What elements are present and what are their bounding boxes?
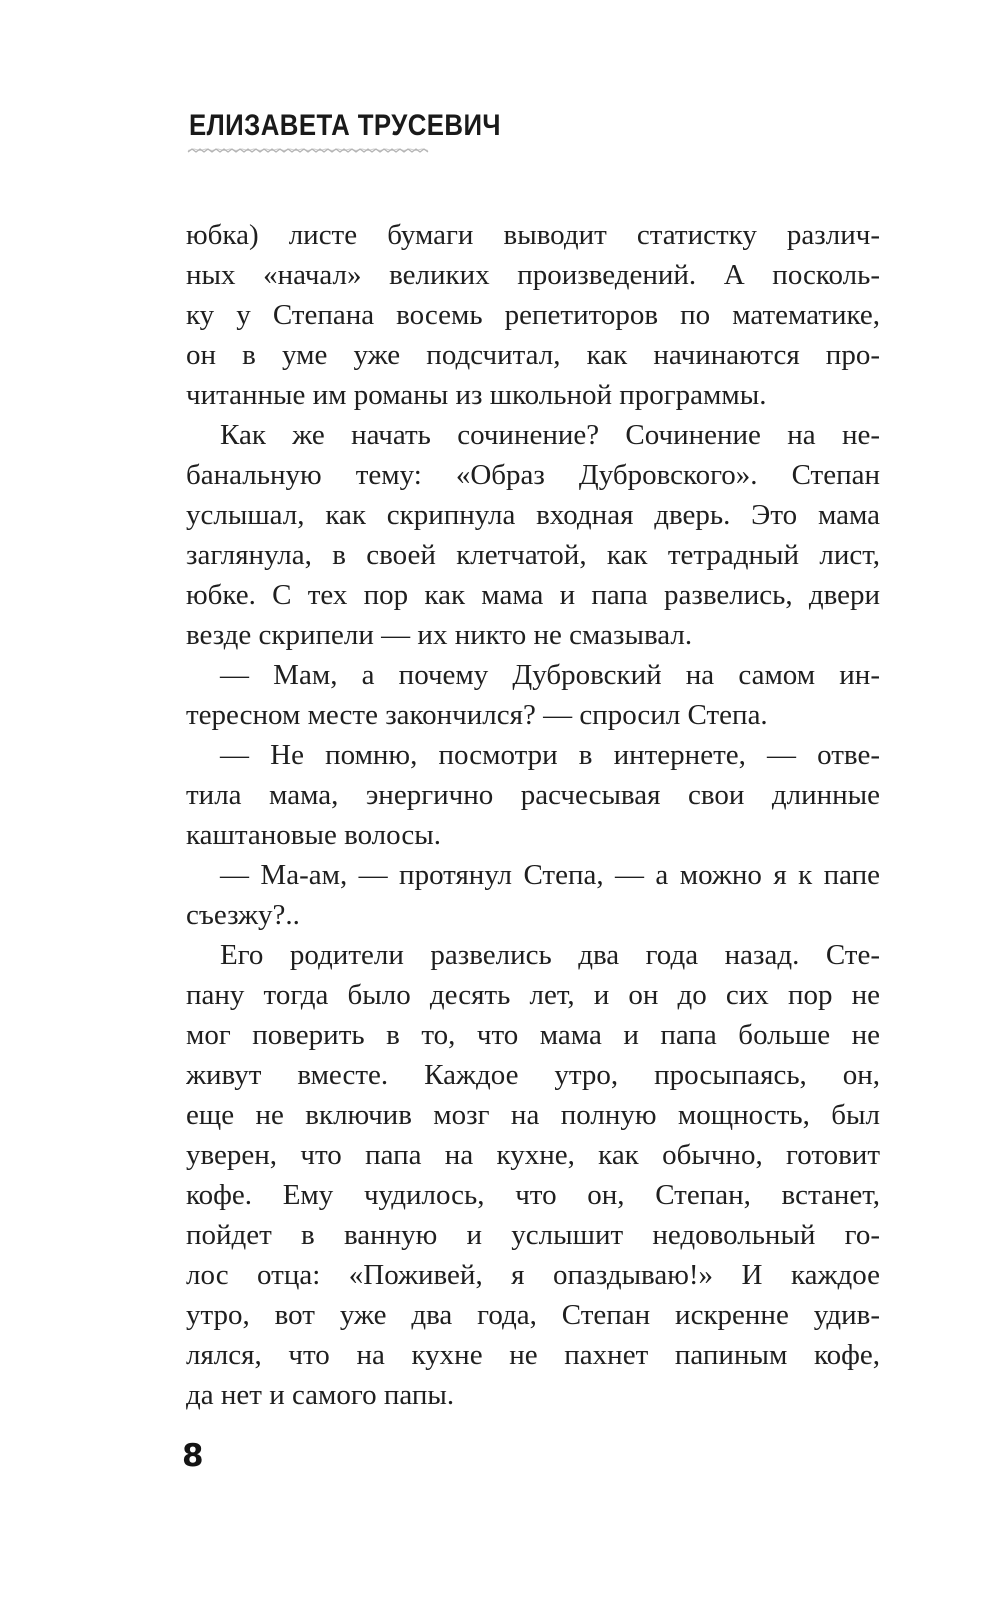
text-line: тила мама, энергично расчесывая свои длинные bbox=[186, 779, 880, 811]
text-line: банальную тему: «Образ Дубровского». Степан bbox=[186, 459, 880, 491]
text-line: живут вместе. Каждое утро, просыпаясь, он, bbox=[186, 1059, 880, 1091]
paragraph bbox=[186, 855, 880, 935]
page-number: 8 bbox=[182, 1438, 204, 1474]
text-line: пану тогда было десять лет, и он до сих пор не bbox=[186, 979, 880, 1011]
text-line: везде скрипели — их никто не смазывал. bbox=[186, 619, 693, 651]
text-line: услышал, как скрипнула входная дверь. Это мама bbox=[186, 499, 880, 531]
body-text bbox=[186, 215, 880, 1415]
text-line: — Ма-ам, — протянул Степа, — а можно я к папе bbox=[220, 859, 880, 891]
paragraph bbox=[186, 655, 880, 735]
text-line: Его родители развелись два года назад. Сте- bbox=[220, 939, 880, 971]
text-line: тересном месте закончился? — спросил Степа. bbox=[186, 699, 768, 731]
text-line: юбке. С тех пор как мама и папа развелись, двери bbox=[186, 579, 880, 611]
paragraph bbox=[186, 215, 880, 415]
text-line: лялся, что на кухне не пахнет папиным кофе, bbox=[186, 1339, 880, 1371]
text-line: еще не включив мозг на полную мощность, был bbox=[186, 1099, 880, 1131]
text-line: съезжу?.. bbox=[186, 899, 300, 931]
running-head-author: ЕЛИЗАВЕТА ТРУСЕВИЧ bbox=[189, 109, 501, 142]
text-line: пойдет в ванную и услышит недовольный го- bbox=[186, 1219, 880, 1251]
text-line: — Не помню, посмотри в интернете, — отве- bbox=[220, 739, 880, 771]
text-line: юбка) листе бумаги выводит статистку различ- bbox=[186, 219, 880, 251]
text-line: ку у Степана восемь репетиторов по математике, bbox=[186, 299, 880, 331]
text-line: Как же начать сочинение? Сочинение на не- bbox=[220, 419, 880, 451]
paragraph bbox=[186, 935, 880, 1415]
text-line: мог поверить в то, что мама и папа больше не bbox=[186, 1019, 880, 1051]
paragraph bbox=[186, 415, 880, 655]
text-line: кофе. Ему чудилось, что он, Степан, встанет, bbox=[186, 1179, 880, 1211]
text-line: да нет и самого папы. bbox=[186, 1379, 455, 1411]
text-line: уверен, что папа на кухне, как обычно, готовит bbox=[186, 1139, 880, 1171]
text-line: утро, вот уже два года, Степан искренне удив- bbox=[186, 1299, 880, 1331]
text-line: лос отца: «Поживей, я опаздываю!» И каждое bbox=[186, 1259, 880, 1291]
text-line: — Мам, а почему Дубровский на самом ин- bbox=[220, 659, 880, 691]
text-line: он в уме уже подсчитал, как начинаются про- bbox=[186, 339, 880, 371]
text-line: читанные им романы из школьной программы. bbox=[186, 379, 767, 411]
text-line: ных «начал» великих произведений. А посколь- bbox=[186, 259, 880, 291]
decorative-divider-squiggle bbox=[187, 146, 431, 156]
paragraph bbox=[186, 735, 880, 855]
text-line: заглянула, в своей клетчатой, как тетрадный лист, bbox=[186, 539, 880, 571]
text-line: каштановые волосы. bbox=[186, 819, 441, 851]
